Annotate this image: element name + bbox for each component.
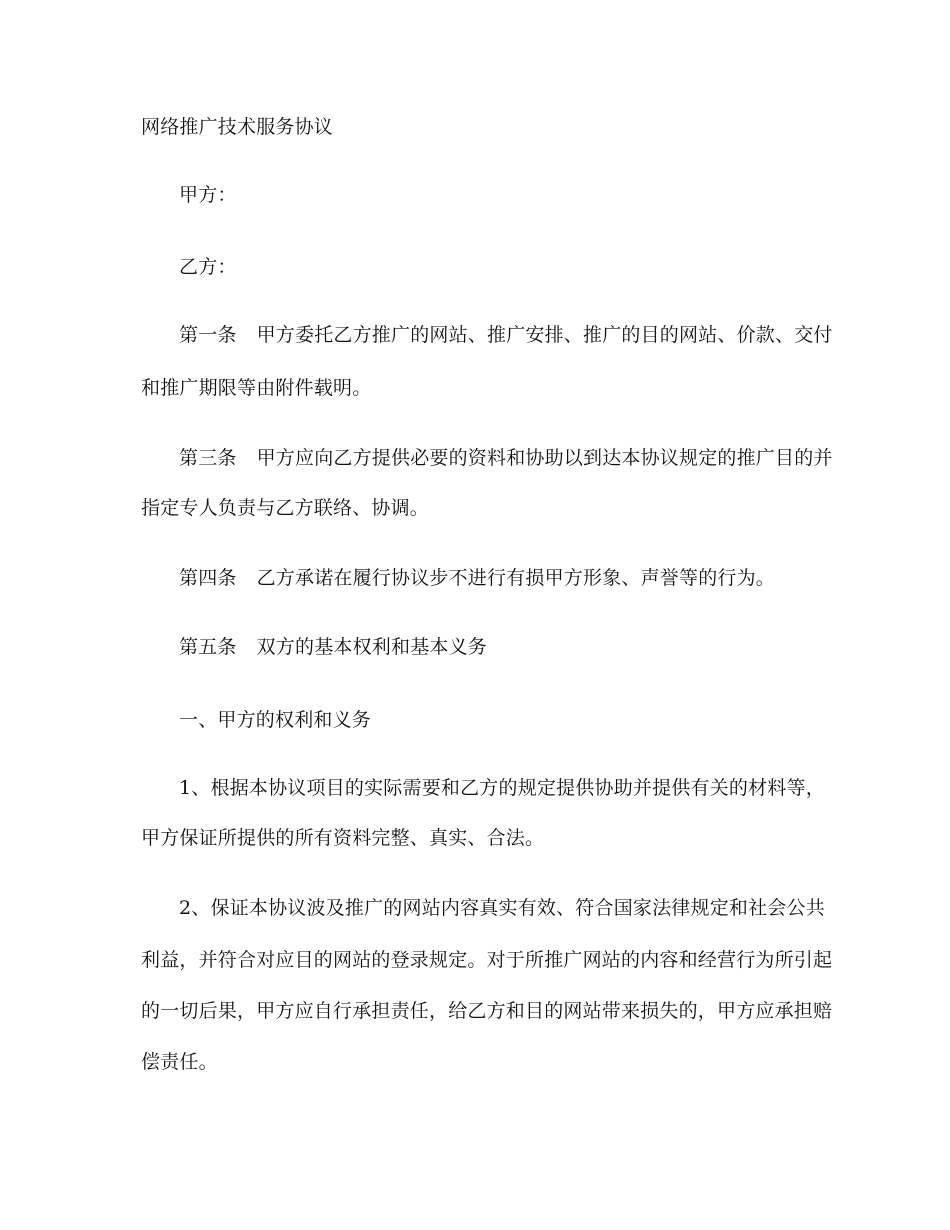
article-1-line-1 — [179, 323, 833, 347]
item-2-line-3: 的一切后果，甲方应自行承担责任，给乙方和目的网站带来损失的，甲方应承担赔 — [141, 1000, 833, 1022]
article-5-text: 双方的基本权利和基本义务 — [256, 636, 488, 658]
item-1-line-2: 甲方保证所提供的所有资料完整、真实、合法。 — [141, 827, 545, 849]
article-3-line-2: 指定专人负责与乙方联络、协调。 — [141, 497, 430, 519]
article-4-text: 乙方承诺在履行协议步不进行有损甲方形象、声誉等的行为。 — [256, 567, 776, 589]
section-a-heading: 一、甲方的权利和义务 — [179, 709, 372, 731]
document-title: 网络推广技术服务协议 — [141, 116, 334, 138]
item-1-line-1: 1、根据本协议项目的实际需要和乙方的规定提供协助并提供有关的材料等， — [179, 777, 825, 799]
item-2-line-4: 偿责任。 — [141, 1051, 218, 1073]
article-4-line-1 — [179, 566, 775, 590]
party-a-label: 甲方： — [179, 184, 237, 206]
article-3-heading: 第三条 — [179, 447, 237, 469]
article-1-line-2: 和推广期限等由附件载明。 — [141, 377, 372, 399]
article-5-heading: 第五条 — [179, 636, 237, 658]
article-4-heading: 第四条 — [179, 567, 237, 589]
article-3-text: 甲方应向乙方提供必要的资料和协助以到达本协议规定的推广目的并 — [256, 447, 833, 469]
party-b-label: 乙方： — [179, 256, 237, 278]
item-2-line-1: 2、保证本协议波及推广的网站内容真实有效、符合国家法律规定和社会公共 — [179, 897, 825, 919]
article-1-text: 甲方委托乙方推广的网站、推广安排、推广的目的网站、价款、交付 — [256, 324, 833, 346]
article-3-line-1 — [179, 446, 833, 470]
article-1-heading: 第一条 — [179, 324, 237, 346]
item-2-line-2: 利益，并符合对应目的网站的登录规定。对于所推广网站的内容和经营行为所引起 — [141, 949, 833, 971]
article-5-line-1 — [179, 635, 487, 659]
